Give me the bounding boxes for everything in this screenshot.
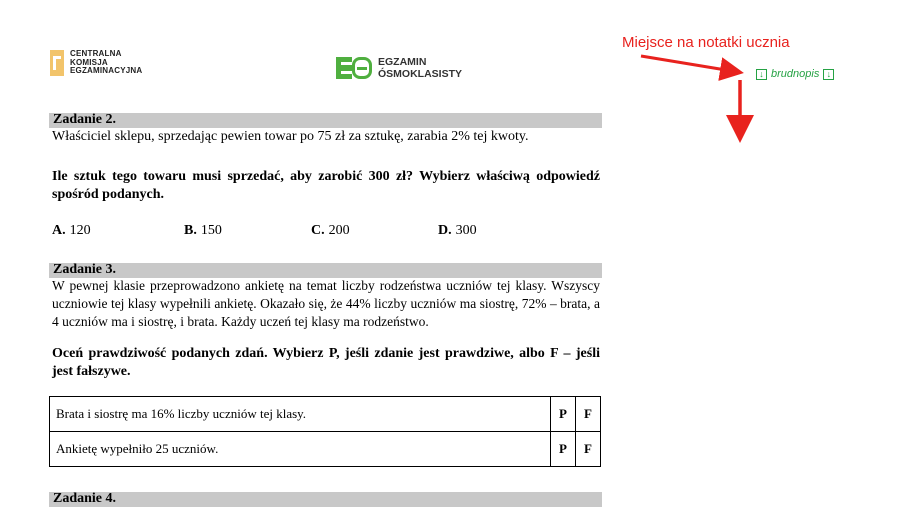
answer-f-cell[interactable]: F: [576, 432, 601, 467]
answer-value: 200: [328, 223, 350, 238]
task4-heading: Zadanie 4.: [53, 491, 117, 506]
answer-letter: D.: [438, 223, 452, 238]
answer-option[interactable]: [52, 223, 91, 239]
statement-text: Brata i siostrę ma 16% liczby uczniów tej klasy.: [50, 397, 551, 432]
task2-text: Właściciel sklepu, sprzedając pewien towar po 75 zł za sztukę, zarabia 2% tej kwoty.: [52, 129, 529, 144]
task3-text: W pewnej klasie przeprowadzono ankietę na temat liczby rodzeństwa uczniów tej klasy. Wszyscy uczniowie tej klasy wypełnili ankietę. Okazało się, że 44% liczby uczniów ma siostrę, 72% – brata, a 4 uczniów ma i siostrę, i brata. Każdy uczeń tej klasy ma rodzeństwo.: [52, 278, 600, 329]
task3-heading-bar: [49, 263, 602, 278]
table-row: [50, 432, 601, 467]
exam-logo-line: ÓSMOKLASISTY: [378, 68, 463, 80]
task2-heading: Zadanie 2.: [53, 112, 117, 127]
answer-p-cell[interactable]: P: [551, 397, 576, 432]
answer-letter: A.: [52, 223, 66, 238]
cke-logo-line: CENTRALNA: [70, 49, 122, 59]
download-arrow-icon: ↓: [756, 69, 767, 80]
statement-text: Ankietę wypełniło 25 uczniów.: [50, 432, 551, 467]
arrow-right-icon: [641, 56, 738, 72]
answer-option[interactable]: [311, 223, 350, 239]
notes-label: Miejsce na notatki ucznia: [622, 34, 790, 51]
answer-value: 300: [455, 223, 477, 238]
answer-option[interactable]: [184, 223, 222, 239]
task3-heading: Zadanie 3.: [53, 262, 117, 277]
download-arrow-icon: ↓: [823, 69, 834, 80]
draft-button[interactable]: [756, 68, 834, 80]
answer-letter: C.: [311, 223, 325, 238]
answer-option[interactable]: [438, 223, 477, 239]
table-row: [50, 397, 601, 432]
draft-label: brudnopis: [771, 68, 820, 80]
answer-letter: B.: [184, 223, 197, 238]
answer-f-cell[interactable]: F: [576, 397, 601, 432]
answer-value: 150: [200, 223, 222, 238]
cke-logo-line: EGZAMINACYJNA: [70, 66, 143, 76]
task3-instruction: Oceń prawdziwość podanych zdań. Wybierz P, jeśli zdanie jest prawdziwe, albo F – jeśli jest fałszywe.: [52, 346, 600, 379]
cke-logo-line: KOMISJA: [70, 57, 108, 67]
answer-p-cell[interactable]: P: [551, 432, 576, 467]
task2-question: Ile sztuk tego towaru musi sprzedać, aby zarobić 300 zł? Wybierz właściwą odpowiedź spośród podanych.: [52, 169, 600, 202]
task2-heading-bar: [49, 113, 602, 128]
true-false-table: [49, 396, 601, 467]
answer-value: 120: [69, 223, 91, 238]
exam-logo-line: EGZAMIN: [378, 56, 427, 68]
